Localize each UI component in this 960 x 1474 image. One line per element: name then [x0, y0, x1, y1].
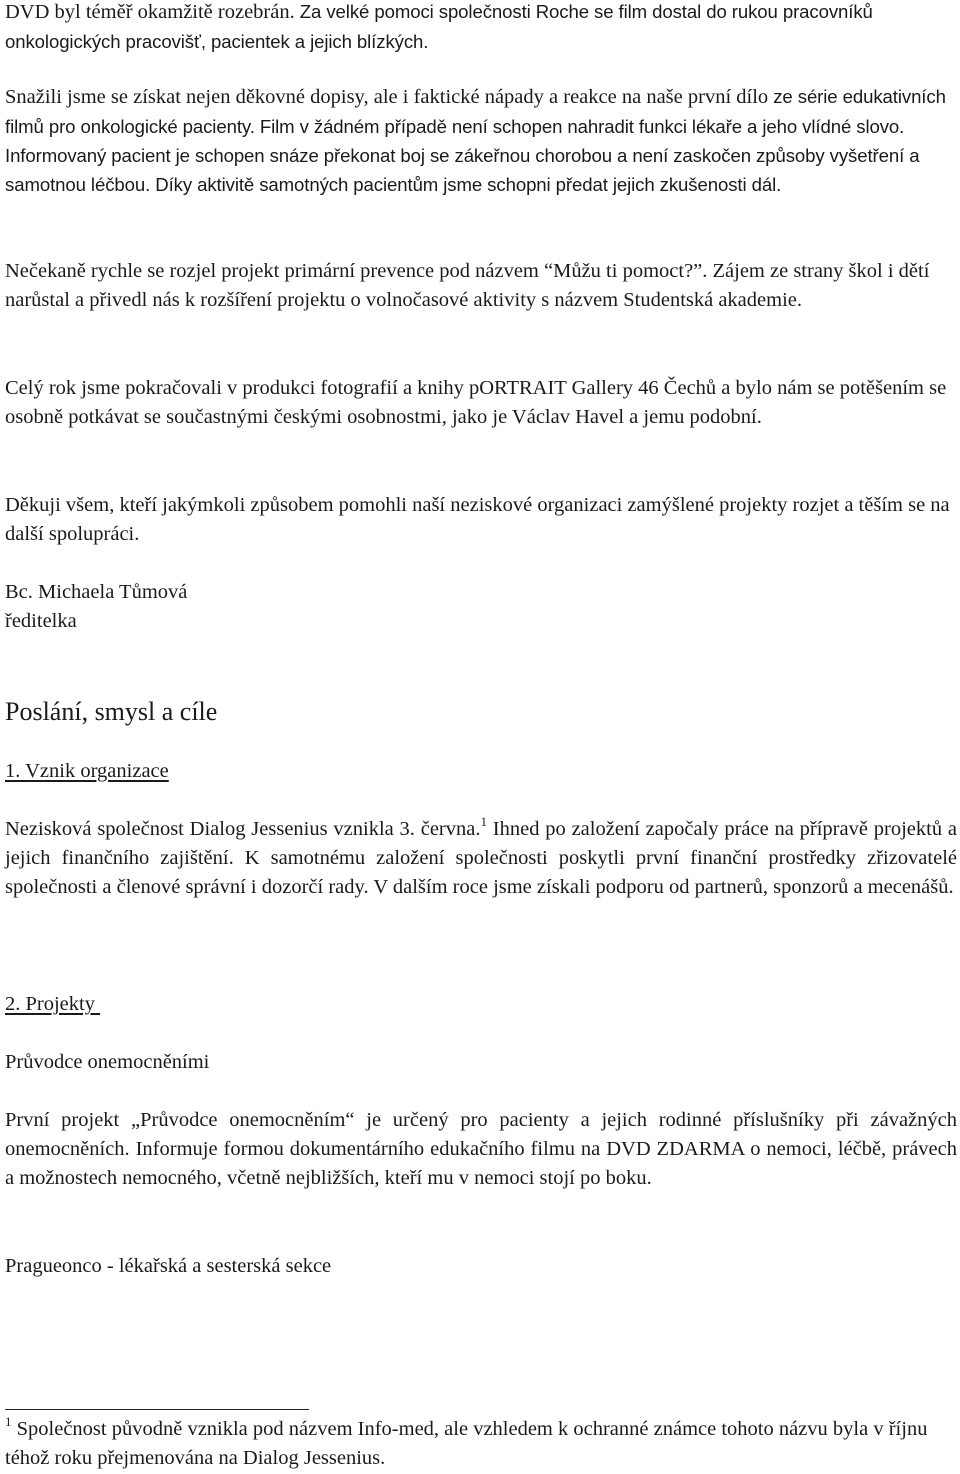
signature-block — [5, 578, 957, 636]
paragraph-dvd-distribution — [5, 0, 957, 56]
footnote — [5, 1415, 957, 1473]
signature-role: ředitelka — [5, 610, 77, 632]
section-heading: Poslání, smysl a cíle — [5, 697, 218, 726]
section-1-text — [5, 815, 957, 902]
subsection-text-pruvodce: První projekt „Průvodce onemocněním“ je určený pro pacienty a jejich rodinné příslušníky při závažných onemocněních. Informuje formou dokumentárního edukačního filmu na DVD ZDARMA o nemoci, léčbě, právech a možnostech nemocného, včetně nejbližších, kteří mu v nemoci stojí po boku. — [5, 1109, 957, 1189]
footnote-separator — [5, 1409, 309, 1410]
subsection-title-pruvodce: Průvodce onemocněními — [5, 1051, 210, 1073]
paragraph-lead-text: DVD byl téměř okamžitě rozebrán. — [5, 1, 295, 23]
paragraph-lead-text: Snažili jsme se získat nejen děkovné dopisy, ale i faktické nápady a reakce na naše první dílo — [5, 86, 769, 108]
subsection-title-pragueonco: Pragueonco - lékařská a sesterská sekce — [5, 1255, 332, 1277]
section-1-text-start: Nezisková společnost Dialog Jessenius vznikla 3. června. — [5, 818, 481, 840]
paragraph-thanks: Děkuji všem, kteří jakýmkoli způsobem pomohli naší neziskové organizaci zamýšlené projekty rozjet a těším se na další spolupráci. — [5, 494, 950, 545]
footnote-text: Společnost původně vznikla pod názvem Info-med, ale vzhledem k ochranné známce tohoto názvu byla v říjnu téhož roku přejmenována na Dialog Jessenius. — [5, 1418, 928, 1469]
section-1-text-rest: Ihned po založení započaly práce na přípravě projektů a jejich finančního zajištění. K samotnému založení společnosti poskytli první finanční prostředky zřizovatelé společnosti a členové správní i dozorčí rady. V dalším roce jsme získali podporu od partnerů, sponzorů a mecenášů. — [5, 818, 957, 898]
paragraph-prevention-project: Nečekaně rychle se rozjel projekt primární prevence pod názvem “Můžu ti pomoct?”. Zájem ze strany škol i dětí narůstal a přivedl nás k rozšíření projektu o volnočasové aktivity s názvem Studentská akademie. — [5, 260, 930, 311]
section-2-title: 2. Projekty — [5, 993, 101, 1015]
footnote-mark: 1 — [5, 1414, 12, 1429]
paragraph-body-text: ze série edukativních filmů pro onkologické pacienty. Film v žádném případě není schopen nahradit funkci lékaře a jeho vlídné slovo. Informovaný pacient je schopen snáze překonat boj se zákeřnou chorobou a není zaskočen způsoby vyšetření a samotnou léčbou. Díky aktivitě samotných pacientům jsme schopni předat jejich zkušenosti dál. — [5, 86, 946, 195]
signature-name: Bc. Michaela Tůmová — [5, 581, 188, 603]
paragraph-body-text: Za velké pomoci společnosti Roche se film dostal do rukou pracovníků onkologických pracovišť, pacientek a jejich blízkých. — [5, 1, 873, 52]
paragraph-feedback — [5, 82, 957, 199]
paragraph-portrait-gallery: Celý rok jsme pokračovali v produkci fotografií a knihy pORTRAIT Gallery 46 Čechů a bylo nám se potěšením se osobně potkávat se součastnými českými osobnostmi, jako je Václav Havel a jemu podobní. — [5, 377, 947, 428]
footnote-reference: 1 — [480, 814, 487, 829]
section-1-title: 1. Vznik organizace — [5, 760, 169, 782]
